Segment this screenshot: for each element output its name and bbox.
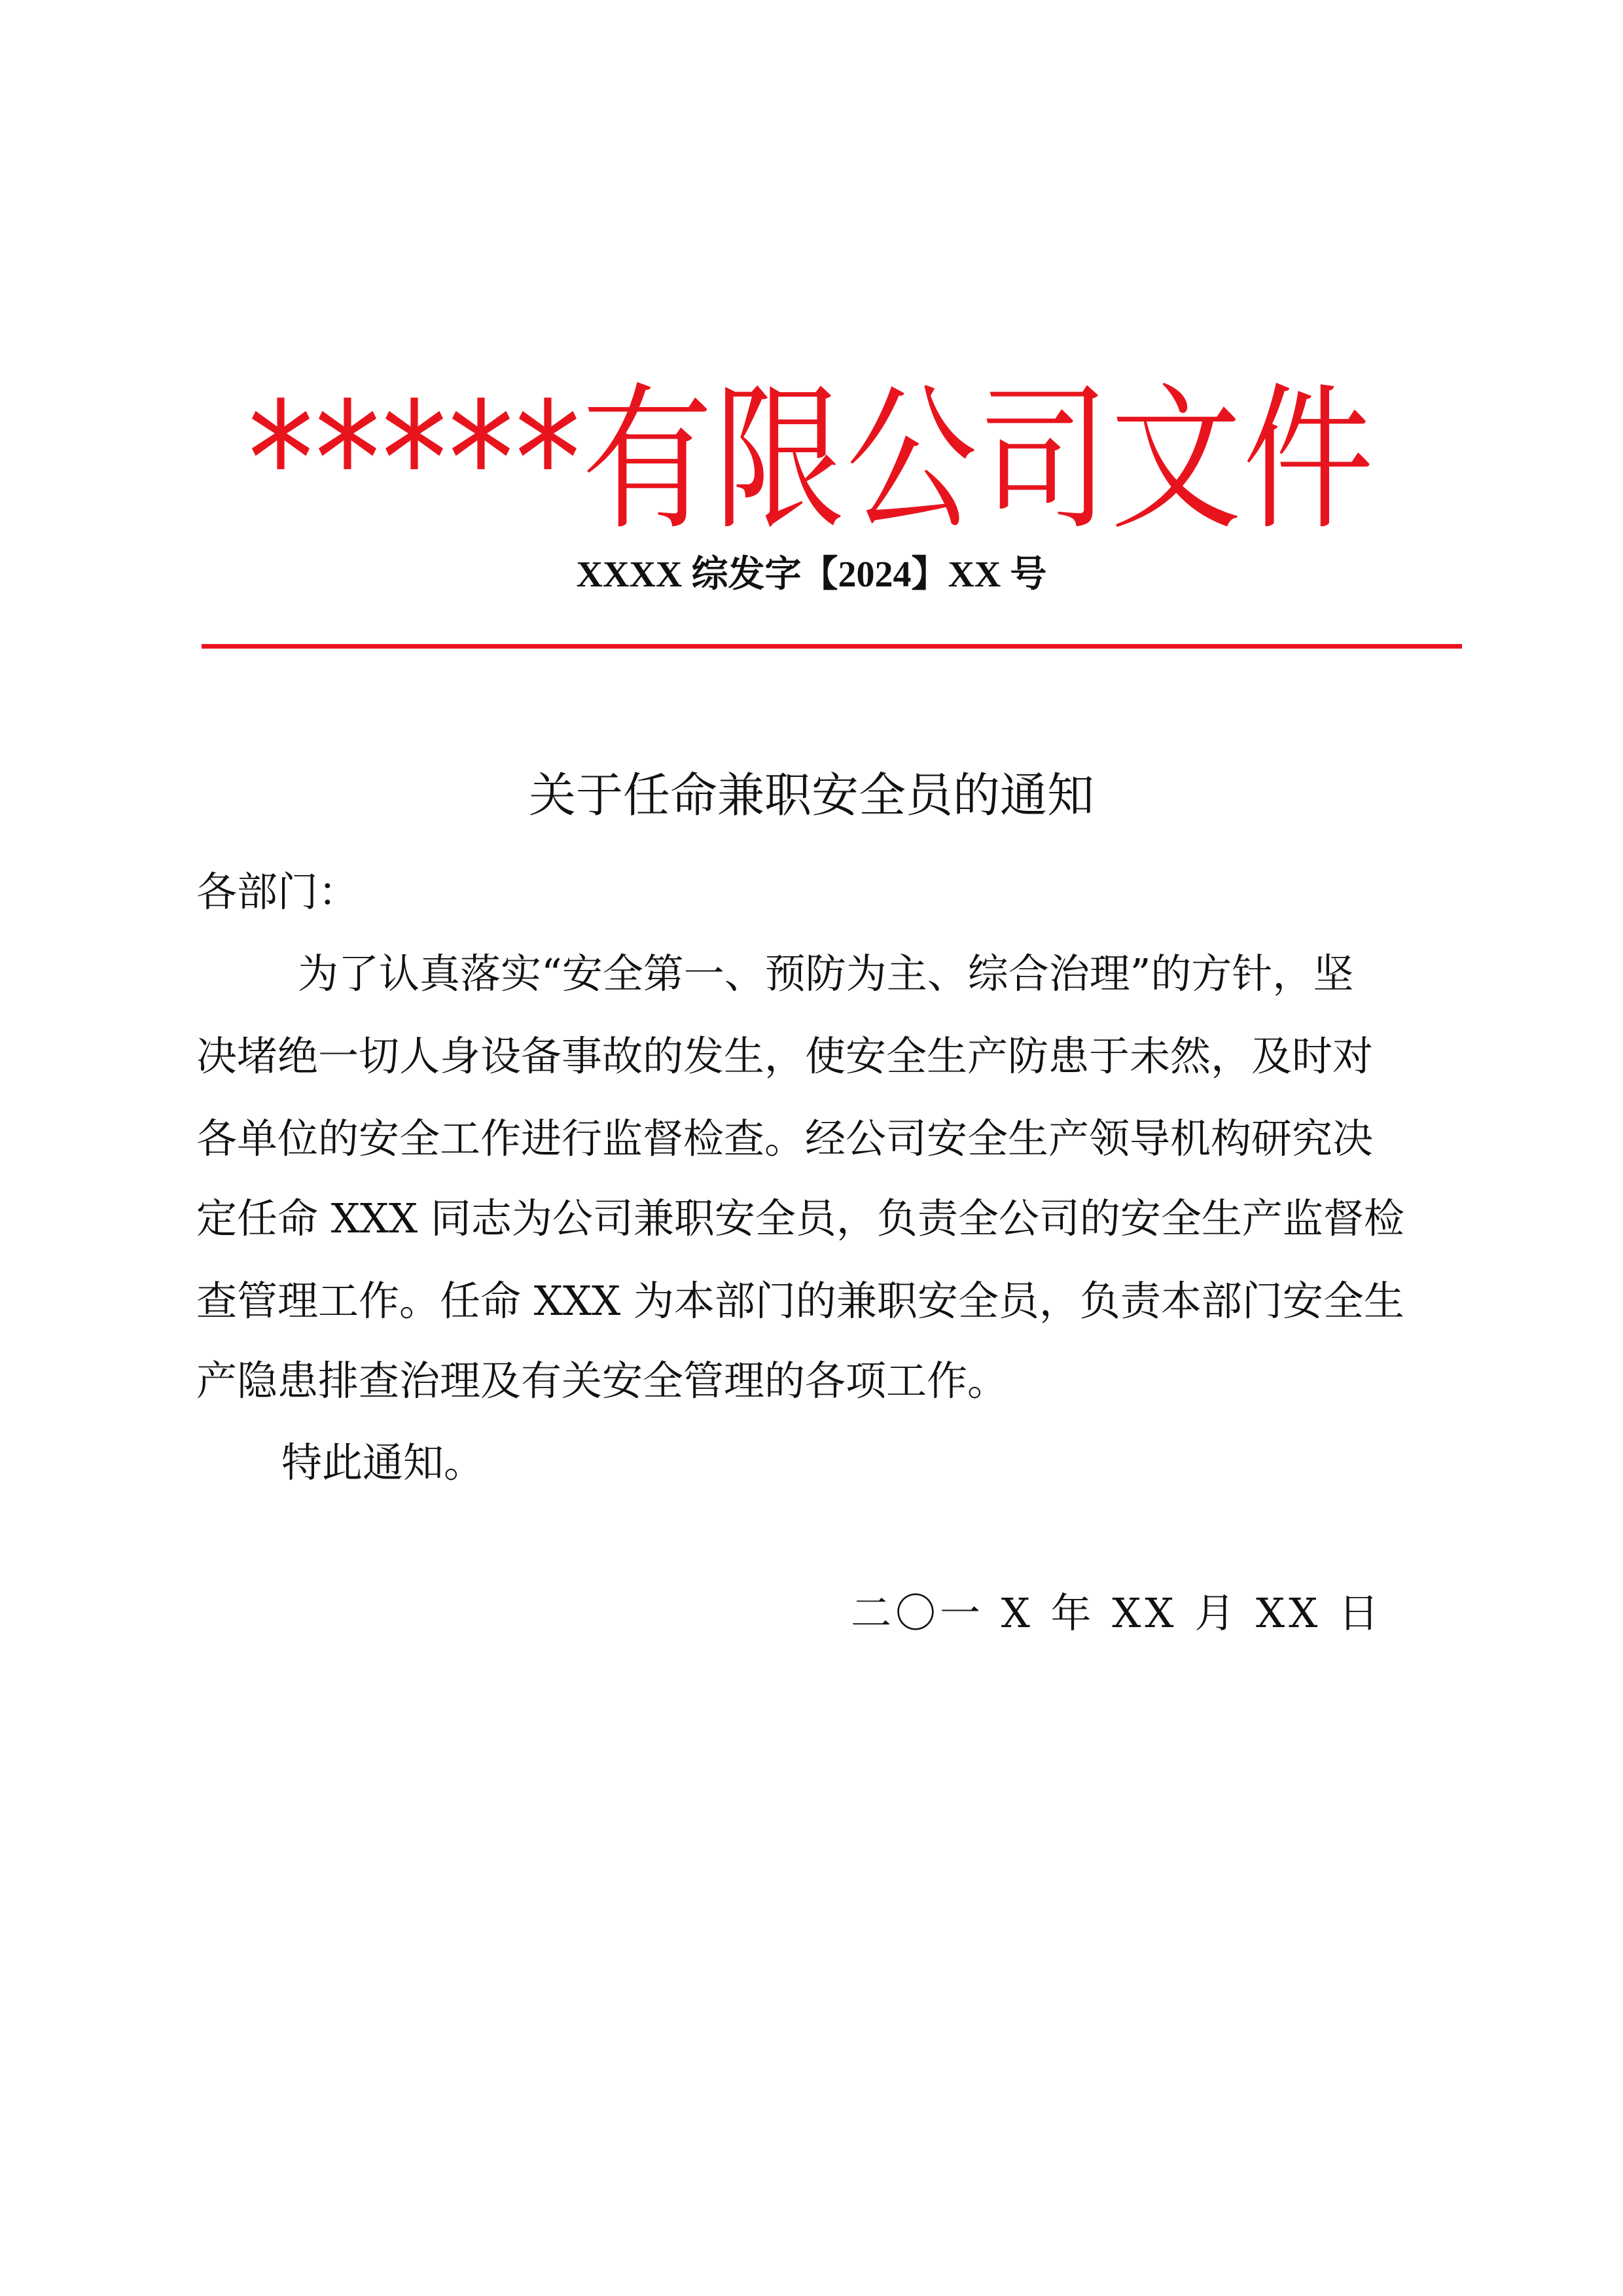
salutation: 各部门： (196, 868, 359, 916)
paragraph-line: 查管理工作。任命 XXX 为本部门的兼职安全员，负责本部门安全生 (196, 1277, 1404, 1325)
red-divider-line (202, 644, 1462, 649)
paragraph-line: 各单位的安全工作进行监督检查。经公司安全生产领导机构研究决 (196, 1115, 1374, 1162)
closing-remark: 特此通知。 (281, 1439, 485, 1486)
paragraph-line: 为了认真落实“安全第一、预防为主、综合治理”的方针，坚 (298, 950, 1354, 997)
paragraph-line: 产隐患排查治理及有关安全管理的各项工作。 (196, 1357, 1008, 1405)
paragraph-line: 定任命 XXX 同志为公司兼职安全员，负责全公司的安全生产监督检 (196, 1194, 1404, 1242)
paragraph-line: 决堵绝一切人身设备事故的发生，使安全生产防患于未然，及时对 (196, 1032, 1374, 1080)
company-document-header: *****有限公司文件 (247, 368, 1375, 552)
notice-title: 关于任命兼职安全员的通知 (528, 768, 1094, 823)
issue-date: 二〇一 X 年 XX 月 XX 日 (851, 1589, 1383, 1637)
document-number: XXXX 综发字【2024】XX 号 (576, 554, 1047, 595)
